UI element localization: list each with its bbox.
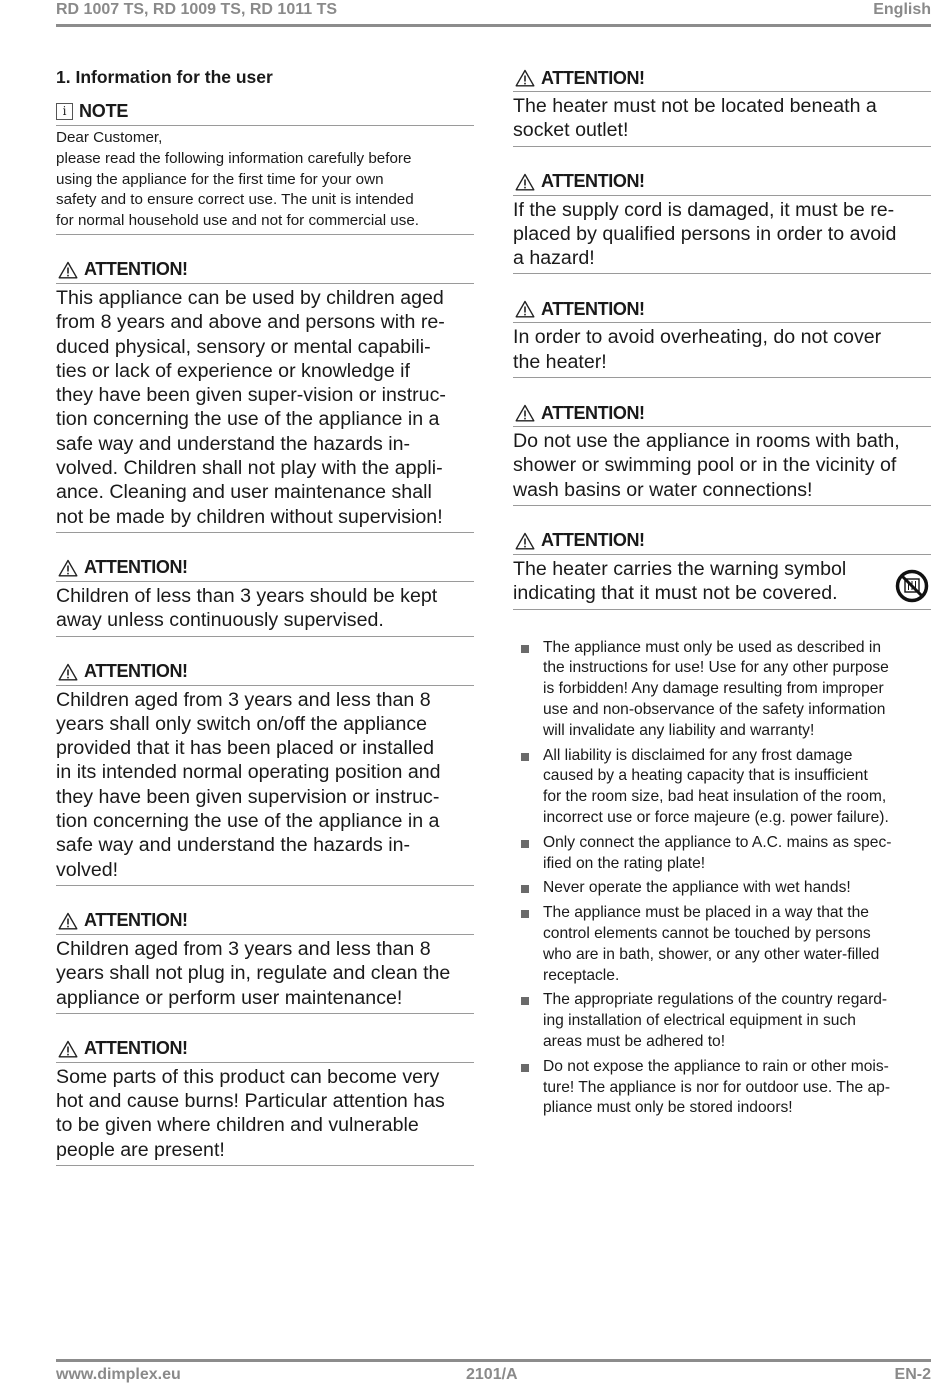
attention-label: ATTENTION! <box>84 259 188 280</box>
list-item-line: for the room size, bad heat insulation of the room, <box>543 788 887 806</box>
attention-text <box>513 325 931 378</box>
attention-text <box>56 688 474 886</box>
list-item <box>513 878 931 899</box>
bullet-square-icon <box>521 997 529 1005</box>
attention-line: years shall not plug in, regulate and clean the <box>56 962 451 985</box>
list-item-line: ing installation of electrical equipment in such <box>543 1012 856 1030</box>
attention-label: ATTENTION! <box>541 530 645 551</box>
attention-line: In order to avoid overheating, do not cover <box>513 326 882 349</box>
attention-line: volved! <box>56 858 119 881</box>
attention-heading <box>56 1038 474 1063</box>
attention-heading <box>513 530 931 555</box>
list-item <box>513 746 931 829</box>
attention-line: appliance or perform user maintenance! <box>56 986 403 1009</box>
warning-triangle-icon <box>58 663 78 681</box>
attention-line: If the supply cord is damaged, it must be re- <box>513 198 895 221</box>
warning-triangle-icon <box>58 912 78 930</box>
attention-text <box>513 429 931 506</box>
note-block <box>56 100 474 235</box>
attention-line: they have been given super-vision or instruc- <box>56 384 446 407</box>
warning-triangle-icon <box>515 300 535 318</box>
attention-label: ATTENTION! <box>541 298 645 319</box>
right-warning-list <box>513 67 931 610</box>
list-item-line: areas must be adhered to! <box>543 1032 726 1050</box>
list-item-line: is forbidden! Any damage resulting from improper <box>543 680 884 698</box>
note-text <box>56 128 474 235</box>
list-item-line: pliance must only be stored indoors! <box>543 1099 793 1117</box>
bullet-square-icon <box>521 1064 529 1072</box>
attention-line: shower or swimming pool or in the vicinity of <box>513 454 897 477</box>
list-item-line: incorrect use or force majeure (e.g. power failure). <box>543 808 889 826</box>
attention-line: tion concerning the use of the appliance in a <box>56 810 440 833</box>
attention-line: a hazard! <box>513 247 595 270</box>
attention-heading <box>513 402 931 427</box>
attention-heading <box>513 67 931 92</box>
attention-label: ATTENTION! <box>541 402 645 423</box>
right-column <box>513 67 931 1123</box>
attention-line: Children of less than 3 years should be kept <box>56 584 438 607</box>
attention-line: ties or lack of experience or knowledge if <box>56 359 410 382</box>
attention-label: ATTENTION! <box>84 661 188 682</box>
attention-line: The heater must not be located beneath a <box>513 95 877 117</box>
attention-text <box>56 584 474 637</box>
attention-block <box>513 67 931 147</box>
attention-line: Children aged from 3 years and less than 8 <box>56 937 431 960</box>
list-item-line: will invalidate any liability and warranty! <box>543 721 815 739</box>
bullet-square-icon <box>521 885 529 893</box>
warning-triangle-icon <box>515 173 535 191</box>
note-line: Dear Customer, <box>56 129 163 146</box>
attention-label: ATTENTION! <box>541 171 645 192</box>
warning-triangle-icon <box>515 532 535 550</box>
list-item <box>513 990 931 1052</box>
attention-heading <box>56 661 474 686</box>
list-item-line: The appliance must be placed in a way that the <box>543 904 869 922</box>
note-line: safety and to ensure correct use. The unit is intended <box>56 191 414 209</box>
attention-block <box>56 661 474 886</box>
section-title: 1. Information for the user <box>56 67 273 87</box>
list-item-line: caused by a heating capacity that is insufficient <box>543 767 868 785</box>
attention-block <box>513 298 931 378</box>
attention-line: The heater carries the warning symbol <box>513 557 847 580</box>
attention-heading <box>513 171 931 196</box>
page-footer <box>56 1359 931 1388</box>
info-icon: i <box>56 103 73 120</box>
bullet-square-icon <box>521 753 529 761</box>
attention-block <box>56 1038 474 1166</box>
attention-line: people are present! <box>56 1138 225 1161</box>
attention-text <box>56 1065 474 1166</box>
attention-label: ATTENTION! <box>84 557 188 578</box>
attention-block <box>56 910 474 1014</box>
list-item-line: receptacle. <box>543 966 620 984</box>
attention-label: ATTENTION! <box>84 1038 188 1059</box>
attention-line: This appliance can be used by children aged <box>56 286 444 309</box>
document-code: 2101/A <box>466 1366 518 1383</box>
attention-line: safe way and understand the hazards in- <box>56 432 410 455</box>
warning-triangle-icon <box>515 69 535 87</box>
attention-block <box>56 557 474 637</box>
attention-line: Some parts of this product can become very <box>56 1065 440 1088</box>
list-item-line: control elements cannot be touched by persons <box>543 924 871 942</box>
attention-line: to be given where children and vulnerable <box>56 1114 419 1137</box>
attention-text <box>513 94 931 147</box>
warning-triangle-icon <box>58 559 78 577</box>
note-line: for normal household use and not for commercial use. <box>56 212 420 230</box>
attention-line: from 8 years and above and persons with re- <box>56 311 445 334</box>
note-heading <box>56 100 474 126</box>
attention-line: years shall only switch on/off the appliance <box>56 712 428 735</box>
list-item-line: Do not expose the appliance to rain or other mois- <box>543 1057 889 1075</box>
attention-line: tion concerning the use of the appliance in a <box>56 408 440 431</box>
list-item-line: who are in bath, shower, or any other water-filled <box>543 945 880 963</box>
attention-heading <box>56 557 474 582</box>
page-header <box>56 0 931 27</box>
note-label: NOTE <box>79 100 129 121</box>
do-not-cover-icon <box>895 569 929 603</box>
attention-line: they have been given supervision or instruc- <box>56 785 440 808</box>
list-item-line: All liability is disclaimed for any frost damage <box>543 746 853 764</box>
attention-line: ance. Cleaning and user maintenance shall <box>56 481 432 504</box>
list-item-line: The appropriate regulations of the country regard- <box>543 991 888 1009</box>
warning-triangle-icon <box>58 1040 78 1058</box>
attention-label: ATTENTION! <box>84 910 188 931</box>
attention-text <box>56 286 474 533</box>
warning-triangle-icon <box>515 404 535 422</box>
attention-line: safe way and understand the hazards in- <box>56 834 410 857</box>
note-line: please read the following information carefully before <box>56 149 412 167</box>
attention-block <box>513 402 931 506</box>
attention-heading <box>56 910 474 935</box>
attention-line: Do not use the appliance in rooms with bath, <box>513 430 900 453</box>
safety-bullet-list <box>513 638 931 1120</box>
attention-heading <box>513 298 931 323</box>
list-item-line: use and non-observance of the safety information <box>543 700 886 718</box>
attention-text <box>513 198 931 275</box>
attention-text <box>513 557 931 610</box>
attention-line: hot and cause burns! Particular attention has <box>56 1090 445 1113</box>
attention-line: placed by qualified persons in order to avoid <box>513 222 897 245</box>
attention-heading <box>56 259 474 284</box>
attention-line: not be made by children without supervision! <box>56 505 443 528</box>
list-item <box>513 833 931 875</box>
attention-line: wash basins or water connections! <box>513 478 813 501</box>
list-item-line: the instructions for use! Use for any other purpose <box>543 659 889 677</box>
list-item-line: ture! The appliance is nor for outdoor use. The ap- <box>543 1078 891 1096</box>
list-item-line: Only connect the appliance to A.C. mains as spec- <box>543 833 892 851</box>
list-item-line: ified on the rating plate! <box>543 854 706 872</box>
bullet-square-icon <box>521 910 529 918</box>
attention-block <box>56 259 474 533</box>
note-line: using the appliance for the first time for your own <box>56 170 384 188</box>
attention-block <box>513 171 931 275</box>
website-link[interactable]: www.dimplex.eu <box>56 1366 181 1383</box>
attention-line: provided that it has been placed or installed <box>56 737 434 760</box>
attention-line: away unless continuously supervised. <box>56 609 384 632</box>
list-item-line: Never operate the appliance with wet hands! <box>543 879 851 897</box>
attention-line: Children aged from 3 years and less than 8 <box>56 688 431 711</box>
warning-triangle-icon <box>58 261 78 279</box>
list-item <box>513 638 931 742</box>
attention-line: indicating that it must not be covered. <box>513 582 838 605</box>
list-item-line: The appliance must only be used as described in <box>543 638 882 656</box>
language-label: English <box>873 1 931 18</box>
list-item <box>513 1057 931 1119</box>
attention-block <box>513 530 931 610</box>
attention-line: volved. Children shall not play with the appli- <box>56 457 443 480</box>
bullet-square-icon <box>521 645 529 653</box>
attention-text <box>56 937 474 1014</box>
left-warning-list <box>56 259 474 1166</box>
left-column <box>56 64 474 1166</box>
model-names: RD 1007 TS, RD 1009 TS, RD 1011 TS <box>56 1 338 18</box>
attention-line: duced physical, sensory or mental capabili- <box>56 335 431 358</box>
bullet-square-icon <box>521 840 529 848</box>
attention-line: socket outlet! <box>513 119 629 142</box>
attention-line: the heater! <box>513 350 607 373</box>
attention-label: ATTENTION! <box>541 67 645 88</box>
page-number: EN-2 <box>894 1366 931 1383</box>
list-item <box>513 903 931 986</box>
attention-line: in its intended normal operating position and <box>56 761 441 784</box>
